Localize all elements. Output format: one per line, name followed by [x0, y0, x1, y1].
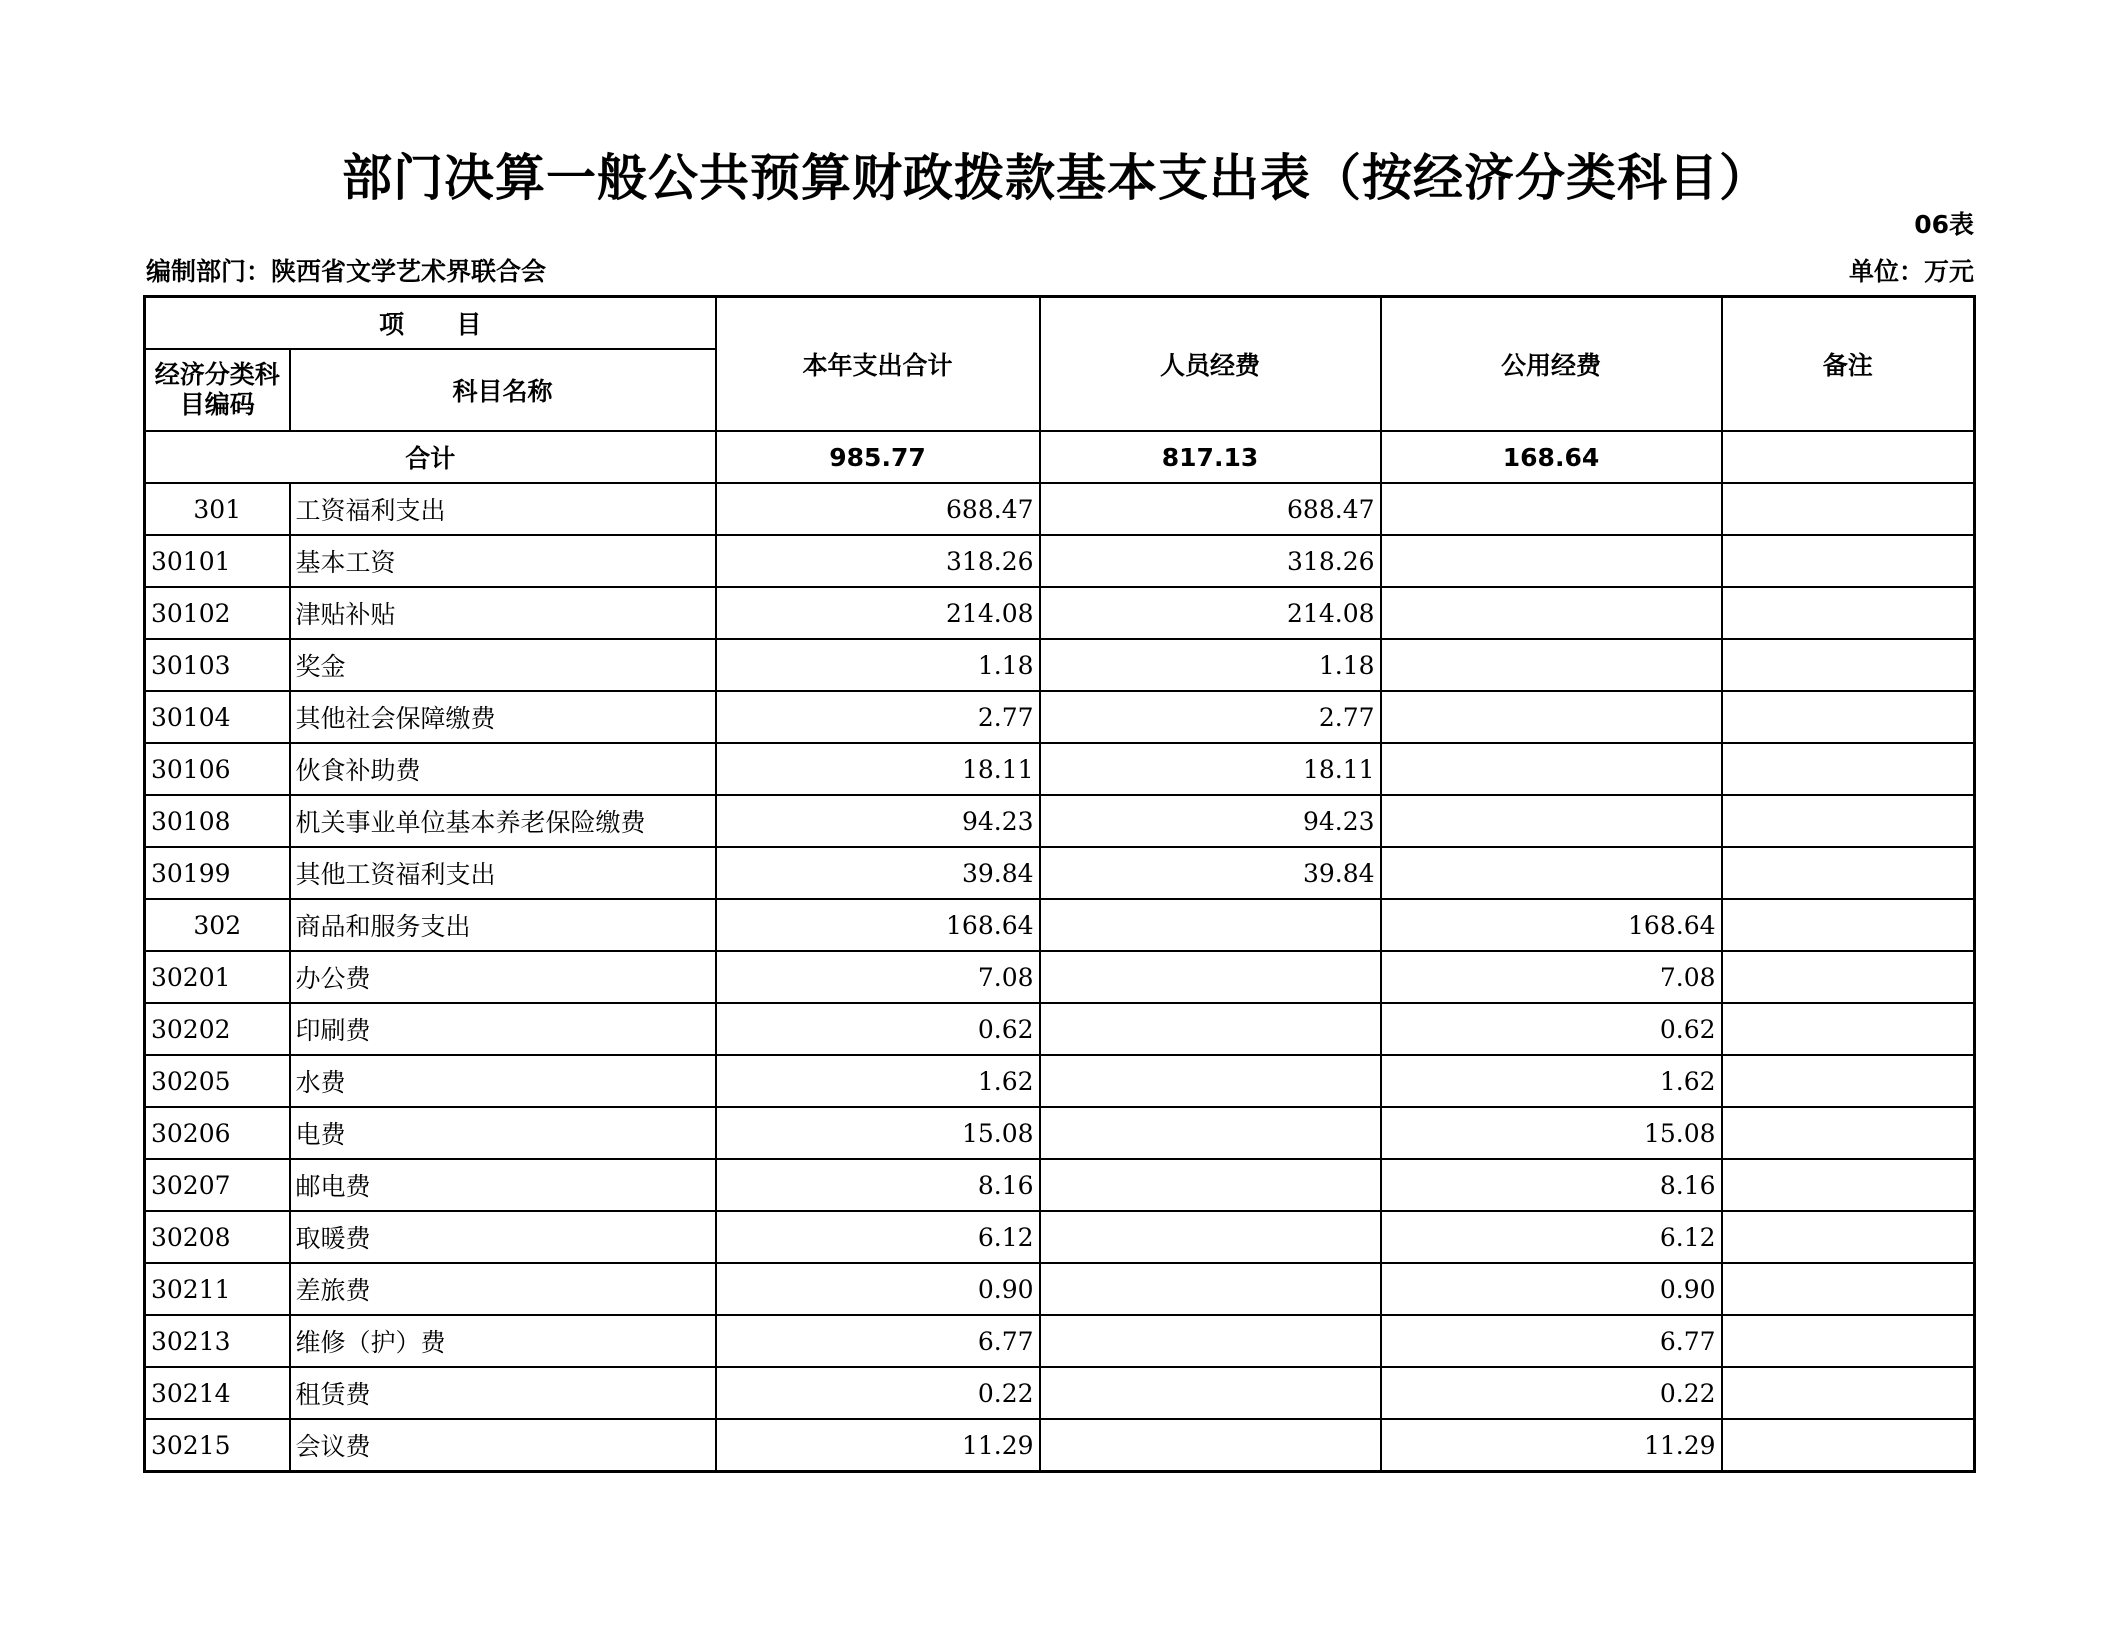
row-code: 302 — [145, 899, 290, 951]
row-name: 工资福利支出 — [290, 483, 716, 535]
row-name: 奖金 — [290, 639, 716, 691]
row-total: 6.12 — [716, 1211, 1040, 1263]
totals-total: 985.77 — [716, 431, 1040, 483]
row-code: 30106 — [145, 743, 290, 795]
row-public — [1381, 483, 1722, 535]
row-code: 30205 — [145, 1055, 290, 1107]
row-public: 0.22 — [1381, 1367, 1722, 1419]
row-code: 30214 — [145, 1367, 290, 1419]
row-personnel: 94.23 — [1040, 795, 1381, 847]
row-note — [1722, 587, 1975, 639]
row-personnel — [1040, 1419, 1381, 1472]
totals-public: 168.64 — [1381, 431, 1722, 483]
table-row — [145, 587, 1975, 639]
table-row — [145, 1315, 1975, 1367]
table-row — [145, 639, 1975, 691]
row-note — [1722, 1055, 1975, 1107]
totals-personnel: 817.13 — [1040, 431, 1381, 483]
row-note — [1722, 1367, 1975, 1419]
row-public: 6.77 — [1381, 1315, 1722, 1367]
unit-label: 单位：万元 — [1848, 257, 1974, 286]
row-public: 15.08 — [1381, 1107, 1722, 1159]
row-code: 30215 — [145, 1419, 290, 1472]
header-total: 本年支出合计 — [716, 297, 1040, 432]
row-code: 301 — [145, 483, 290, 535]
table-body — [145, 431, 1975, 1472]
row-total: 0.90 — [716, 1263, 1040, 1315]
header-item: 项 目 — [145, 297, 716, 350]
row-total: 688.47 — [716, 483, 1040, 535]
row-code: 30207 — [145, 1159, 290, 1211]
table-row — [145, 1055, 1975, 1107]
row-name: 租赁费 — [290, 1367, 716, 1419]
row-personnel — [1040, 1003, 1381, 1055]
compiling-department: 编制部门：陕西省文学艺术界联合会 — [146, 257, 547, 286]
table-row — [145, 1107, 1975, 1159]
row-personnel — [1040, 1367, 1381, 1419]
row-code: 30206 — [145, 1107, 290, 1159]
row-public: 1.62 — [1381, 1055, 1722, 1107]
row-code: 30103 — [145, 639, 290, 691]
row-name: 邮电费 — [290, 1159, 716, 1211]
table-row — [145, 1003, 1975, 1055]
row-name: 办公费 — [290, 951, 716, 1003]
row-personnel — [1040, 1211, 1381, 1263]
header-personnel: 人员经费 — [1040, 297, 1381, 432]
row-public — [1381, 587, 1722, 639]
row-note — [1722, 795, 1975, 847]
row-total: 94.23 — [716, 795, 1040, 847]
row-note — [1722, 951, 1975, 1003]
row-personnel — [1040, 899, 1381, 951]
table-row — [145, 1419, 1975, 1472]
row-note — [1722, 483, 1975, 535]
row-name: 基本工资 — [290, 535, 716, 587]
table-row — [145, 691, 1975, 743]
row-total: 2.77 — [716, 691, 1040, 743]
row-code: 30213 — [145, 1315, 290, 1367]
row-public: 168.64 — [1381, 899, 1722, 951]
row-total: 168.64 — [716, 899, 1040, 951]
row-name: 商品和服务支出 — [290, 899, 716, 951]
row-public: 8.16 — [1381, 1159, 1722, 1211]
table-row — [145, 1263, 1975, 1315]
header-name: 科目名称 — [290, 349, 716, 431]
row-total: 8.16 — [716, 1159, 1040, 1211]
row-note — [1722, 691, 1975, 743]
expenditure-table — [143, 295, 1976, 1473]
row-note — [1722, 899, 1975, 951]
row-name: 水费 — [290, 1055, 716, 1107]
row-note — [1722, 1159, 1975, 1211]
row-public — [1381, 535, 1722, 587]
row-personnel: 2.77 — [1040, 691, 1381, 743]
row-total: 39.84 — [716, 847, 1040, 899]
row-code: 30208 — [145, 1211, 290, 1263]
table-row — [145, 1159, 1975, 1211]
header-code: 经济分类科目编码 — [145, 349, 290, 431]
row-personnel — [1040, 1107, 1381, 1159]
row-note — [1722, 1211, 1975, 1263]
row-public — [1381, 743, 1722, 795]
row-code: 30211 — [145, 1263, 290, 1315]
row-note — [1722, 639, 1975, 691]
row-personnel — [1040, 1315, 1381, 1367]
row-public — [1381, 691, 1722, 743]
form-number: 06表 — [1914, 210, 1974, 239]
table-row — [145, 535, 1975, 587]
row-name: 电费 — [290, 1107, 716, 1159]
row-name: 津贴补贴 — [290, 587, 716, 639]
row-code: 30108 — [145, 795, 290, 847]
row-note — [1722, 1003, 1975, 1055]
row-total: 11.29 — [716, 1419, 1040, 1472]
row-name: 会议费 — [290, 1419, 716, 1472]
table-row — [145, 899, 1975, 951]
row-name: 印刷费 — [290, 1003, 716, 1055]
row-public — [1381, 847, 1722, 899]
row-public: 0.62 — [1381, 1003, 1722, 1055]
row-personnel: 214.08 — [1040, 587, 1381, 639]
row-code: 30202 — [145, 1003, 290, 1055]
row-name: 机关事业单位基本养老保险缴费 — [290, 795, 716, 847]
row-name: 伙食补助费 — [290, 743, 716, 795]
table-header — [145, 297, 1975, 432]
row-note — [1722, 1419, 1975, 1472]
report-title: 部门决算一般公共预算财政拨款基本支出表（按经济分类科目） — [342, 149, 1770, 207]
table-row — [145, 743, 1975, 795]
row-note — [1722, 1107, 1975, 1159]
row-name: 取暖费 — [290, 1211, 716, 1263]
row-total: 214.08 — [716, 587, 1040, 639]
row-personnel — [1040, 951, 1381, 1003]
row-note — [1722, 535, 1975, 587]
table-row — [145, 1367, 1975, 1419]
row-note — [1722, 1315, 1975, 1367]
row-code: 30201 — [145, 951, 290, 1003]
table-row — [145, 483, 1975, 535]
header-note: 备注 — [1722, 297, 1975, 432]
row-total: 318.26 — [716, 535, 1040, 587]
row-total: 0.62 — [716, 1003, 1040, 1055]
row-personnel: 18.11 — [1040, 743, 1381, 795]
row-public: 7.08 — [1381, 951, 1722, 1003]
table-row — [145, 847, 1975, 899]
row-code: 30199 — [145, 847, 290, 899]
row-public — [1381, 639, 1722, 691]
row-code: 30104 — [145, 691, 290, 743]
row-total: 7.08 — [716, 951, 1040, 1003]
row-total: 0.22 — [716, 1367, 1040, 1419]
row-personnel: 318.26 — [1040, 535, 1381, 587]
row-personnel: 688.47 — [1040, 483, 1381, 535]
row-code: 30101 — [145, 535, 290, 587]
row-name: 其他工资福利支出 — [290, 847, 716, 899]
totals-row — [145, 431, 1975, 483]
row-note — [1722, 847, 1975, 899]
row-name: 维修（护）费 — [290, 1315, 716, 1367]
row-personnel — [1040, 1159, 1381, 1211]
row-public: 6.12 — [1381, 1211, 1722, 1263]
row-public: 11.29 — [1381, 1419, 1722, 1472]
row-personnel — [1040, 1263, 1381, 1315]
row-public — [1381, 795, 1722, 847]
row-code: 30102 — [145, 587, 290, 639]
row-name: 差旅费 — [290, 1263, 716, 1315]
row-personnel — [1040, 1055, 1381, 1107]
row-total: 1.18 — [716, 639, 1040, 691]
row-total: 18.11 — [716, 743, 1040, 795]
table-row — [145, 1211, 1975, 1263]
header-public: 公用经费 — [1381, 297, 1722, 432]
totals-label: 合计 — [145, 431, 716, 483]
row-note — [1722, 1263, 1975, 1315]
totals-note — [1722, 431, 1975, 483]
row-personnel: 39.84 — [1040, 847, 1381, 899]
row-total: 1.62 — [716, 1055, 1040, 1107]
table-row — [145, 795, 1975, 847]
row-public: 0.90 — [1381, 1263, 1722, 1315]
row-total: 15.08 — [716, 1107, 1040, 1159]
row-total: 6.77 — [716, 1315, 1040, 1367]
row-name: 其他社会保障缴费 — [290, 691, 716, 743]
row-personnel: 1.18 — [1040, 639, 1381, 691]
row-note — [1722, 743, 1975, 795]
table-row — [145, 951, 1975, 1003]
